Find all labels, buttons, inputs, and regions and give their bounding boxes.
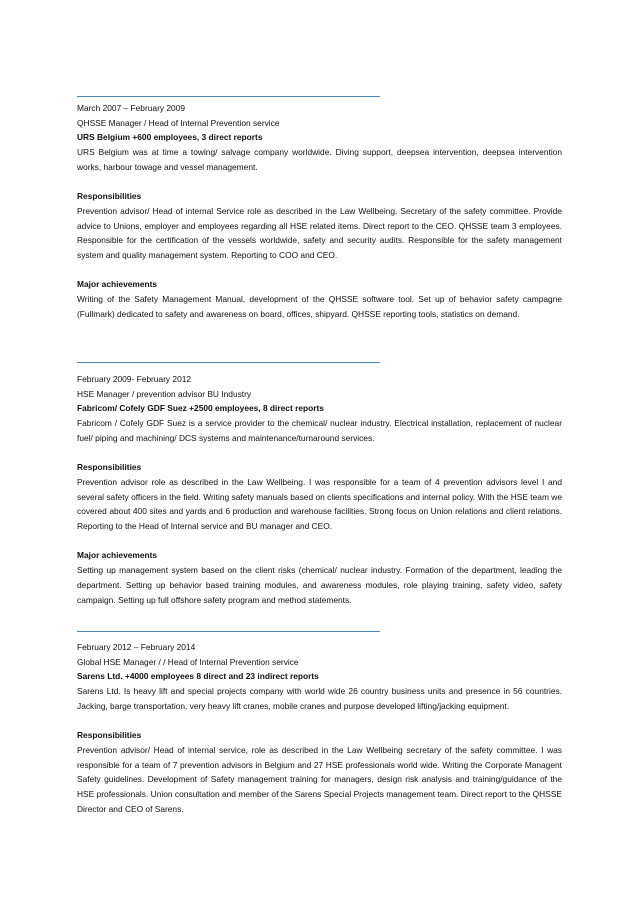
job-achievements: Setting up management system based on the client risks (chemical/ nuclear industry. Formation of the department, leading the department. Setting up behavior based training modules, and awareness modules, role playing training, safety video, safety campaign. Setting up full offshore safety program and method statements. [77, 565, 562, 605]
job-responsibilities: Prevention advisor/ Head of internal Service role as described in the Law Wellbeing. Secretary of the safety committee. Provide advice to Unions, employer and employees regarding all HSE related items. Direct report to the CEO. QHSSE team 3 employees. Responsible for the certification of the vessels worldwide, safety and security audits. Responsible for the safety management system and quality management system. Reporting to COO and CEO. [77, 205, 562, 261]
job-description: URS Belgium was at time a towing/ salvage company worldwide. Diving support, deepsea intervention, deepsea intervention works, harbour towage and vessel management. [77, 147, 562, 172]
responsibilities-heading: Responsibilities [77, 730, 142, 741]
job-title: HSE Manager / prevention advisor BU Industry [77, 388, 252, 399]
job-entry [77, 372, 562, 607]
job-company: Fabricom/ Cofely GDF Suez +2500 employees, 8 direct reports [77, 403, 324, 414]
job-period: February 2009- February 2012 [77, 374, 192, 384]
section-separator [77, 631, 380, 632]
achievements-heading: Major achievements [77, 279, 158, 290]
job-company: URS Belgium +600 employees, 3 direct reports [77, 132, 263, 143]
responsibilities-heading: Responsibilities [77, 191, 142, 202]
job-achievements: Writing of the Safety Management Manual, development of the QHSSE software tool. Set up of behavior safety campagne (Fullmark) dedicated to safety and awareness on board, offices, shipyard. QHSSE reporting tools, statistics on demand. [77, 294, 562, 319]
job-responsibilities: Prevention advisor role as described in the Law Wellbeing. I was responsible for a team of 4 prevention advisors level I and several safety officers in the field. Writing safety manuals based on clients specifications and internal policy. With the HSE team we covered about 400 sites and yards and 6 production and warehouse facilities. Strong focus on Union relations and client relations. Reporting to the Head of Internal service and BU manager and CEO. [77, 476, 562, 532]
section-separator [77, 362, 380, 363]
job-entry [77, 640, 562, 816]
job-description: Sarens Ltd. Is heavy lift and special projects company with world wide 26 country business units and presence in 56 countries. Jacking, barge transportation, very heavy lift cranes, mobile cranes and purpose developed lifting/jacking equipment. [77, 686, 562, 711]
job-period: February 2012 – February 2014 [77, 642, 196, 652]
job-title: QHSSE Manager / Head of Internal Prevention service [77, 117, 280, 128]
achievements-heading: Major achievements [77, 550, 158, 561]
job-responsibilities: Prevention advisor/ Head of internal service, role as described in the Law Wellbeing secretary of the safety committee. I was responsible for a team of 7 prevention advisors in Belgium and 27 HSE professionals world wide. Writing the Corporate Managent Safety guidelines. Development of Safety management training for managers, design risk analysis and training/guidance of the HSE professionals. Union consultation and member of the Sarens Special Projects management team. Direct report to the QHSSE Director and CEO of Sarens. [77, 744, 562, 814]
job-title: Global HSE Manager / / Head of Internal Prevention service [77, 656, 299, 667]
job-entry [77, 101, 562, 322]
job-company: Sarens Ltd. +4000 employees 8 direct and 23 indirect reports [77, 671, 319, 682]
section-separator [77, 96, 380, 97]
job-description: Fabricom / Cofely GDF Suez is a service provider to the chemical/ nuclear industry. Electrical installation, replacement of nuclear fuel/ piping and machining/ DCS systems and maintenance/turnaround services. [77, 418, 562, 443]
job-period: March 2007 – February 2009 [77, 103, 186, 113]
responsibilities-heading: Responsibilities [77, 462, 142, 473]
